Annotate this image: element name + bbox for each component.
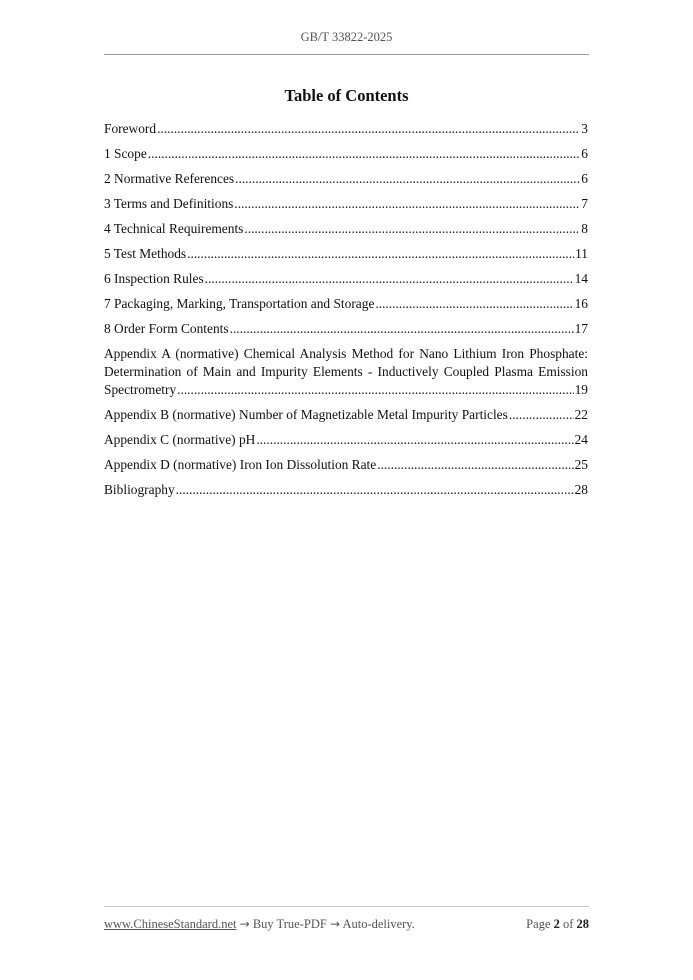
toc-title: Table of Contents bbox=[284, 86, 409, 105]
dot-leader bbox=[148, 145, 581, 163]
toc-entry-label: 2 Normative References bbox=[104, 171, 235, 186]
toc-entry-label: Bibliography bbox=[104, 482, 175, 497]
toc-list bbox=[104, 120, 588, 506]
toc-entry-label: 7 Packaging, Marking, Transportation and Storage bbox=[104, 296, 375, 311]
toc-entry-last-line bbox=[104, 381, 588, 399]
toc-entry-foreword[interactable] bbox=[104, 120, 588, 138]
toc-entry-scope[interactable] bbox=[104, 145, 588, 163]
toc-entry-test-methods[interactable] bbox=[104, 245, 588, 263]
toc-entry-label: 3 Terms and Definitions bbox=[104, 196, 234, 211]
toc-entry-page: 16 bbox=[574, 296, 588, 311]
toc-entry-label: 1 Scope bbox=[104, 146, 147, 161]
dot-leader bbox=[375, 295, 573, 313]
dot-leader bbox=[205, 270, 574, 288]
toc-entry-appendix-b[interactable] bbox=[104, 406, 588, 424]
current-page-number: 2 bbox=[553, 917, 560, 931]
toc-entry-label: 8 Order Form Contents bbox=[104, 321, 229, 336]
toc-entry-label: Appendix B (normative) Number of Magnetizable Metal Impurity Particles bbox=[104, 407, 508, 422]
page-footer bbox=[104, 917, 589, 932]
toc-entry-label-line: Appendix A (normative) Chemical Analysis Method for Nano Lithium Iron Phosphate: bbox=[104, 346, 588, 361]
toc-entry-terms-definitions[interactable] bbox=[104, 195, 588, 213]
website-link[interactable]: www.ChineseStandard.net bbox=[104, 917, 237, 931]
toc-entry-appendix-a[interactable] bbox=[104, 345, 588, 399]
toc-entry-label: Appendix C (normative) pH bbox=[104, 432, 256, 447]
dot-leader bbox=[177, 381, 573, 399]
total-page-number: 28 bbox=[576, 917, 589, 931]
toc-entry-page: 25 bbox=[574, 457, 588, 472]
header-divider bbox=[104, 54, 589, 55]
toc-entry-bibliography[interactable] bbox=[104, 481, 588, 499]
toc-entry-label: 4 Technical Requirements bbox=[104, 221, 244, 236]
toc-entry-appendix-d[interactable] bbox=[104, 456, 588, 474]
document-id: GB/T 33822-2025 bbox=[300, 30, 393, 44]
toc-entry-label: 5 Test Methods bbox=[104, 246, 187, 261]
page-indicator bbox=[526, 917, 589, 932]
arrow-right-icon: → bbox=[239, 917, 250, 931]
toc-entry-inspection-rules[interactable] bbox=[104, 270, 588, 288]
dot-leader bbox=[377, 456, 573, 474]
footer-promo bbox=[104, 917, 415, 932]
toc-entry-page: 7 bbox=[581, 196, 588, 211]
toc-entry-label: 6 Inspection Rules bbox=[104, 271, 204, 286]
toc-entry-page: 8 bbox=[581, 221, 588, 236]
toc-entry-page: 6 bbox=[581, 146, 588, 161]
toc-entry-technical-requirements[interactable] bbox=[104, 220, 588, 238]
dot-leader bbox=[235, 170, 580, 188]
footer-divider bbox=[104, 906, 589, 907]
toc-entry-page: 19 bbox=[574, 382, 588, 397]
auto-delivery-text: Auto-delivery. bbox=[342, 917, 415, 931]
toc-entry-page: 28 bbox=[574, 482, 588, 497]
toc-entry-page: 14 bbox=[574, 271, 588, 286]
page-word: Page bbox=[526, 917, 551, 931]
toc-entry-page: 22 bbox=[574, 407, 588, 422]
toc-entry-page: 3 bbox=[581, 121, 588, 136]
buy-pdf-text: Buy True-PDF bbox=[252, 917, 327, 931]
toc-entry-page: 6 bbox=[581, 171, 588, 186]
toc-entry-page: 17 bbox=[574, 321, 588, 336]
toc-entry-label: Foreword bbox=[104, 121, 157, 136]
toc-entry-appendix-c[interactable] bbox=[104, 431, 588, 449]
arrow-right-icon: → bbox=[329, 917, 340, 931]
toc-entry-label: Appendix D (normative) Iron Ion Dissolution Rate bbox=[104, 457, 377, 472]
dot-leader bbox=[234, 195, 580, 213]
toc-entry-label: Spectrometry bbox=[104, 382, 177, 397]
toc-entry-page: 11 bbox=[575, 246, 588, 261]
dot-leader bbox=[230, 320, 574, 338]
toc-entry-packaging[interactable] bbox=[104, 295, 588, 313]
dot-leader bbox=[187, 245, 574, 263]
toc-entry-page: 24 bbox=[574, 432, 588, 447]
toc-entry-normative-references[interactable] bbox=[104, 170, 588, 188]
toc-entry-label-line: Determination of Main and Impurity Elements - Inductively Coupled Plasma Emission bbox=[104, 364, 588, 379]
dot-leader bbox=[157, 120, 580, 138]
dot-leader bbox=[256, 431, 573, 449]
of-word: of bbox=[562, 917, 574, 931]
toc-entry-order-form[interactable] bbox=[104, 320, 588, 338]
dot-leader bbox=[509, 406, 574, 424]
dot-leader bbox=[244, 220, 580, 238]
page-header bbox=[0, 30, 693, 45]
dot-leader bbox=[176, 481, 574, 499]
